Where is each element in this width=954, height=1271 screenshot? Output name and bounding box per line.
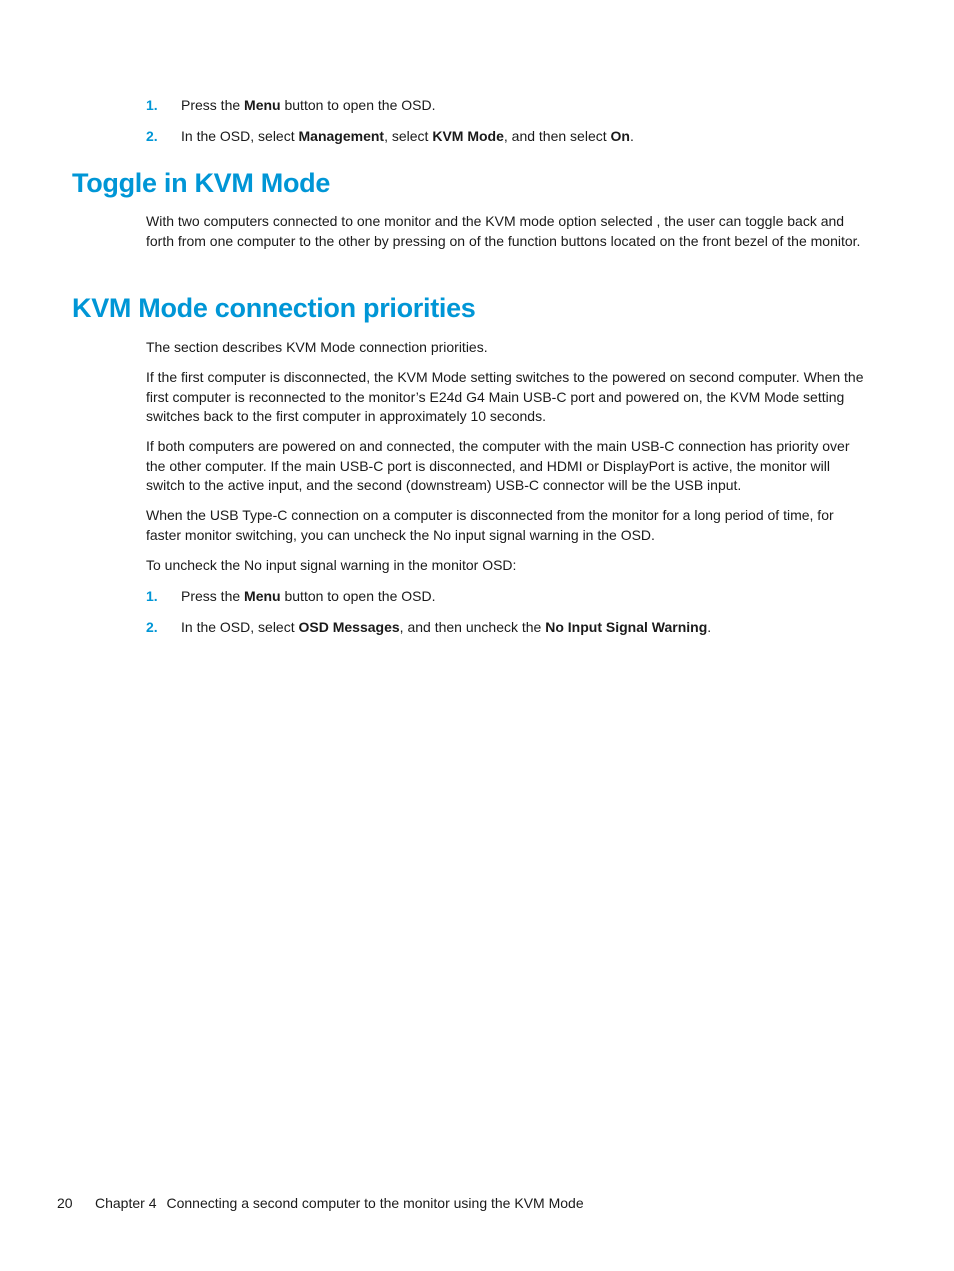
chapter-title: Connecting a second computer to the monitor using the KVM Mode [166,1195,584,1211]
step-text: Press the Menu button to open the OSD. [181,588,436,604]
ui-term: No Input Signal Warning [545,619,708,635]
step-number: 2. [146,128,158,144]
ui-term: Menu [244,588,281,604]
chapter-label: Chapter 4 [95,1195,157,1211]
paragraph: With two computers connected to one monitor and the KVM mode option selected , the user can toggle back and forth from one computer to the other by pressing on of the function buttons located on the front bezel of the monitor. [146,213,861,249]
step-number: 2. [146,619,158,635]
section-heading-toggle: Toggle in KVM Mode [72,168,331,198]
step-text: In the OSD, select OSD Messages, and then uncheck the No Input Signal Warning. [181,619,712,635]
ui-term: On [610,128,630,144]
paragraph: If the first computer is disconnected, the KVM Mode setting switches to the powered on second computer. When the first computer is reconnected to the monitor’s E24d G4 Main USB-C port and powered on, the KVM Mode setting switches back to the first computer in approximately 10 seconds. [146,369,864,424]
page-footer [57,1193,584,1213]
ui-term: Menu [244,97,281,113]
ui-term: Management [298,128,385,144]
paragraph: When the USB Type-C connection on a computer is disconnected from the monitor for a long period of time, for faster monitor switching, you can uncheck the No input signal warning in the OSD. [146,507,834,543]
paragraph: To uncheck the No input signal warning in the monitor OSD: [146,557,517,573]
paragraph: The section describes KVM Mode connection priorities. [146,339,488,355]
step-number: 1. [146,588,158,604]
ui-term: OSD Messages [298,619,400,635]
step-number: 1. [146,97,158,113]
section-heading-priorities: KVM Mode connection priorities [72,293,476,323]
page-number: 20 [57,1195,73,1211]
step-text: In the OSD, select Management, select KVM Mode, and then select On. [181,128,634,144]
step-text: Press the Menu button to open the OSD. [181,97,436,113]
ui-term: KVM Mode [432,128,504,144]
paragraph: If both computers are powered on and connected, the computer with the main USB-C connection has priority over the other computer. If the main USB-C port is disconnected, and HDMI or DisplayPort is active, the monitor will switch to the active input, and the second (downstream) USB-C connector will be the USB input. [146,438,850,493]
